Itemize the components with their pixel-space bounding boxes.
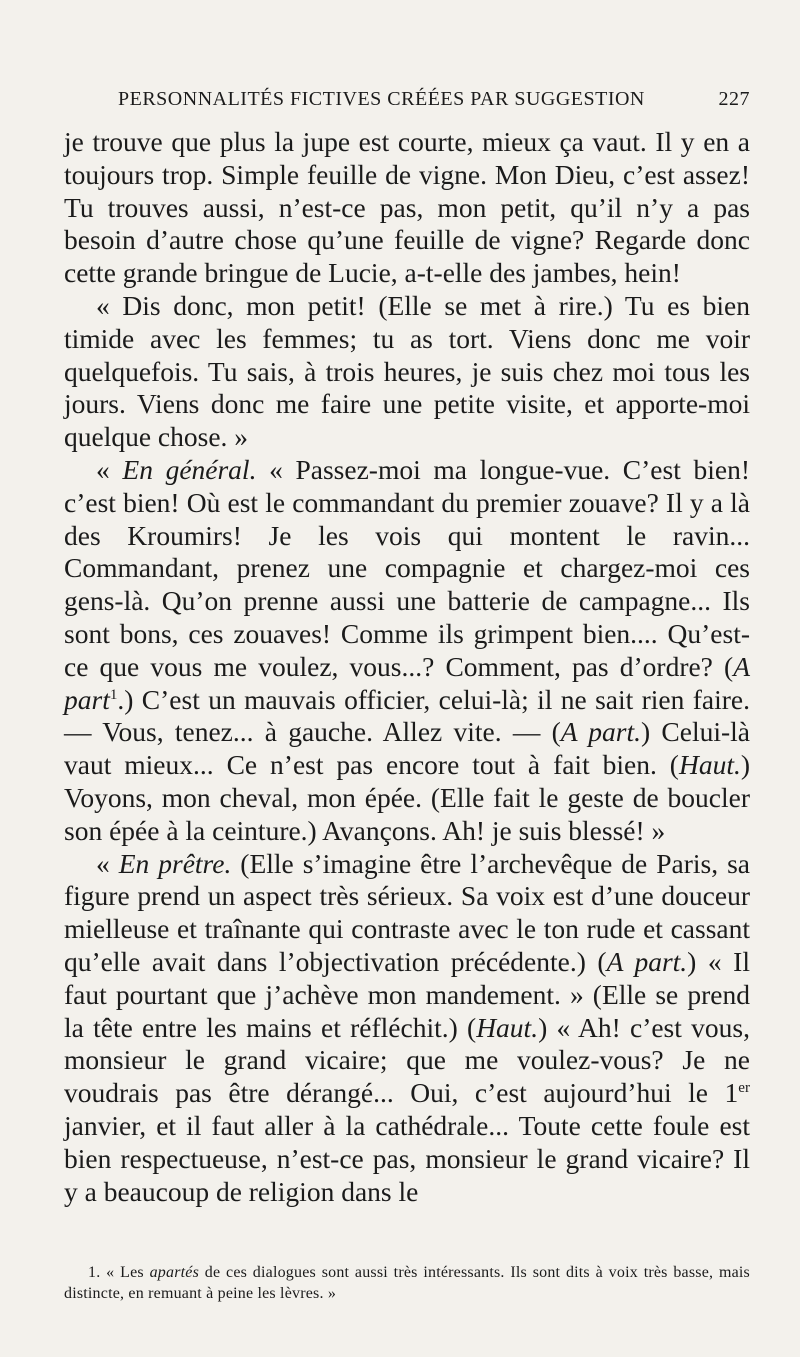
body-text	[64, 126, 750, 1208]
footnote-italic: apartés	[149, 1264, 199, 1281]
p4-italic-3: Haut.	[476, 1011, 539, 1043]
paragraph-4	[64, 848, 750, 1209]
running-header	[118, 88, 750, 111]
p4-mid-2: ) « Il faut pourtant que j’achève mon mandement. » (Elle se prend la tête entre les mains et réfléchit.) (	[64, 945, 750, 1043]
footnote	[64, 1262, 750, 1304]
page-number: 227	[718, 88, 750, 110]
p3-mid-1: « Passez-moi ma longue-vue. C’est bien! c’est bien! Où est le commandant du premier zouave? Il y a là des Kroumirs! Je les vois qui montent le ravin... Commandant, prenez une compagnie et chargez-moi ces gens-là. Qu’on prenne aussi une batterie de campagne... Ils sont bons, ces zouaves! Comme ils grimpent bien.... Qu’est-ce que vous me voulez, vous...? Comment, pas d’ordre? (	[64, 453, 750, 682]
p4-mid-3: ) « Ah! c’est vous, monsieur le grand vicaire; que me voulez-vous? Je ne voudrais pas être dérangé... Oui, c’est aujourd’hui le 1	[64, 1011, 750, 1109]
ordinal-suffix: er	[738, 1079, 750, 1096]
p4-mid-1: (Elle s’imagine être l’archevêque de Paris, sa figure prend un aspect très sérieux. Sa voix est d’une douceur mielleuse et traînante qui contraste avec le ton rude et cassant qu’elle avait dans l’objectivation précédente.) (	[64, 847, 751, 977]
p4-open: «	[96, 847, 119, 879]
p3-mid-3: ) Celui-là vaut mieux... Ce n’est pas encore tout à fait bien. (	[64, 716, 750, 781]
p3-end: ) Voyons, mon cheval, mon épée. (Elle fait le geste de boucler son épée à la ceinture.) Avançons. Ah! je suis blessé! »	[64, 749, 750, 846]
p4-italic-1: En prêtre.	[118, 847, 232, 879]
paragraph-3	[64, 454, 750, 848]
p3-open: «	[96, 453, 123, 485]
p4-italic-2: A part.	[606, 945, 688, 977]
footnote-open: « Les	[100, 1264, 150, 1281]
footnote-text: de ces dialogues sont aussi très intéressants. Ils sont dits à voix très basse, mais distincte, en remuant à peine les lèvres. »	[64, 1264, 750, 1302]
running-title: PERSONNALITÉS FICTIVES CRÉÉES PAR SUGGESTION	[118, 88, 645, 110]
p3-italic-4: Haut.	[678, 749, 741, 781]
footnote-marker: 1.	[88, 1264, 101, 1281]
p4-end: janvier, et il faut aller à la cathédrale... Toute cette foule est bien respectueuse, n’est-ce pas, monsieur le grand vicaire? Il y a beaucoup de religion dans le	[64, 1109, 750, 1207]
footnote-ref: 1	[109, 686, 118, 703]
p3-italic-2: A part	[64, 650, 750, 715]
p3-mid-2: .) C’est un mauvais officier, celui-là; il ne sait rien faire. — Vous, tenez... à gauche. Allez vite. — (	[64, 683, 750, 748]
paragraph-1: je trouve que plus la jupe est courte, mieux ça vaut. Il y en a toujours trop. Simple feuille de vigne. Mon Dieu, c’est assez! Tu trouves aussi, n’est-ce pas, mon petit, qu’il n’y a pas besoin d’autre chose qu’une feuille de vigne? Regarde donc cette grande bringue de Lucie, a-t-elle des jambes, hein!	[64, 126, 750, 289]
p3-italic-3: A part.	[560, 716, 641, 748]
p3-italic-1: En général.	[122, 453, 257, 485]
paragraph-2: « Dis donc, mon petit! (Elle se met à rire.) Tu es bien timide avec les femmes; tu as tort. Viens donc me voir quelquefois. Tu sais, à trois heures, je suis chez moi tous les jours. Viens donc me faire une petite visite, et apporte-moi quelque chose. »	[64, 289, 750, 453]
